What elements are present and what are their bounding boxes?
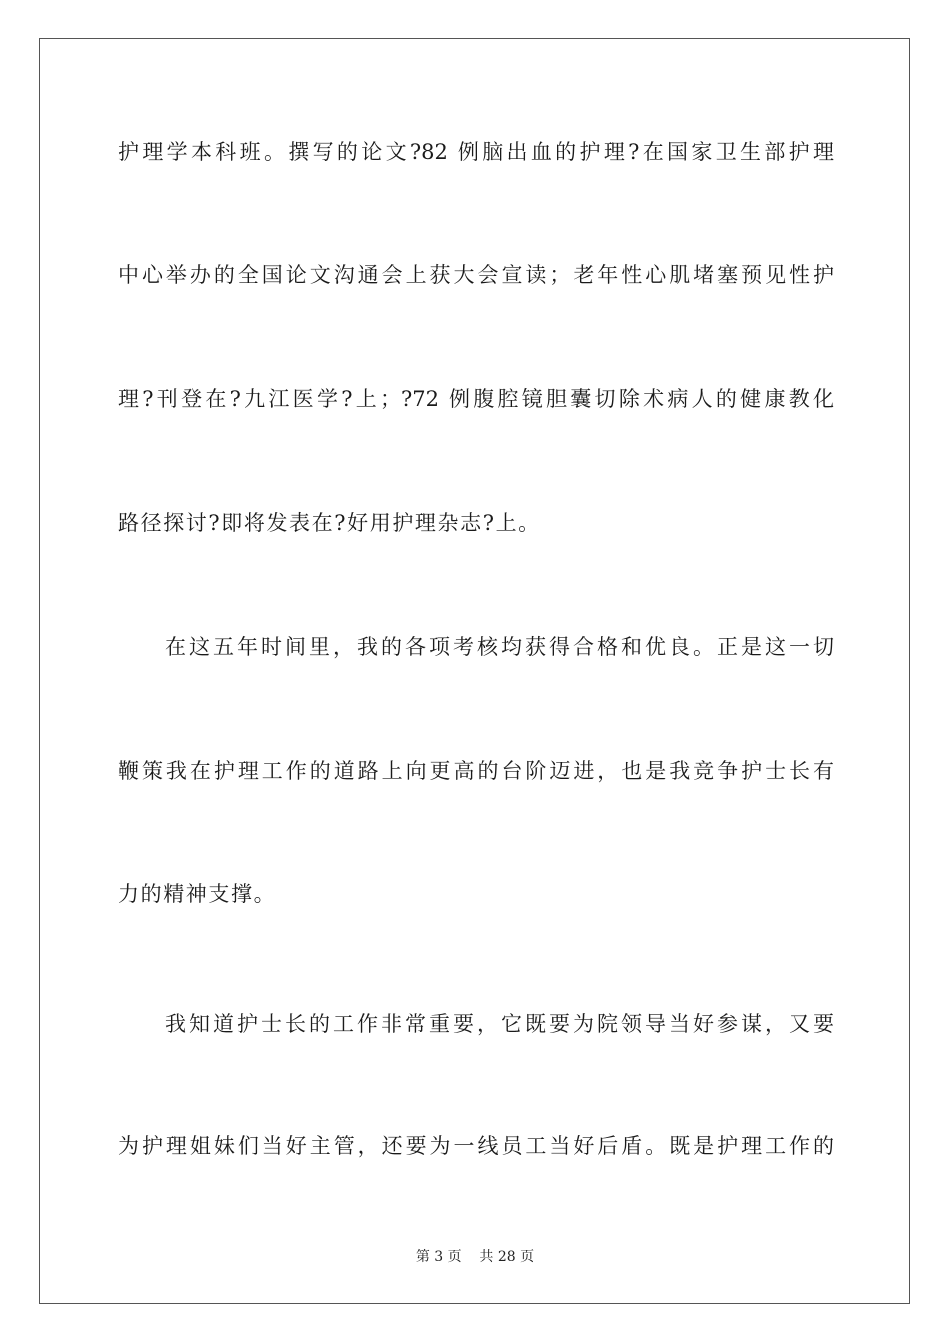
text-line: 护理学本科班。撰写的论文?82 例脑出血的护理?在国家卫生部护理 (118, 140, 834, 164)
text-line: 路径探讨?即将发表在?好用护理杂志?上。 (118, 511, 541, 535)
text-line: 理?刊登在?九江医学?上；?72 例腹腔镜胆囊切除术病人的健康教化 (118, 387, 834, 411)
paragraph-first-line: 我知道护士长的工作非常重要，它既要为院领导当好参谋，又要 (165, 1012, 834, 1036)
text-line: 鞭策我在护理工作的道路上向更高的台阶迈进，也是我竞争护士长有 (118, 759, 834, 783)
text-line: 力的精神支撑。 (118, 882, 277, 906)
page-number-footer: 第 3 页 共 28 页 (415, 1249, 535, 1265)
paragraph-first-line: 在这五年时间里，我的各项考核均获得合格和优良。正是这一切 (165, 635, 834, 659)
page-border (39, 38, 910, 1304)
text-line: 中心举办的全国论文沟通会上获大会宣读；老年性心肌堵塞预见性护 (118, 263, 834, 287)
text-line: 为护理姐妹们当好主管，还要为一线员工当好后盾。既是护理工作的 (118, 1134, 834, 1158)
